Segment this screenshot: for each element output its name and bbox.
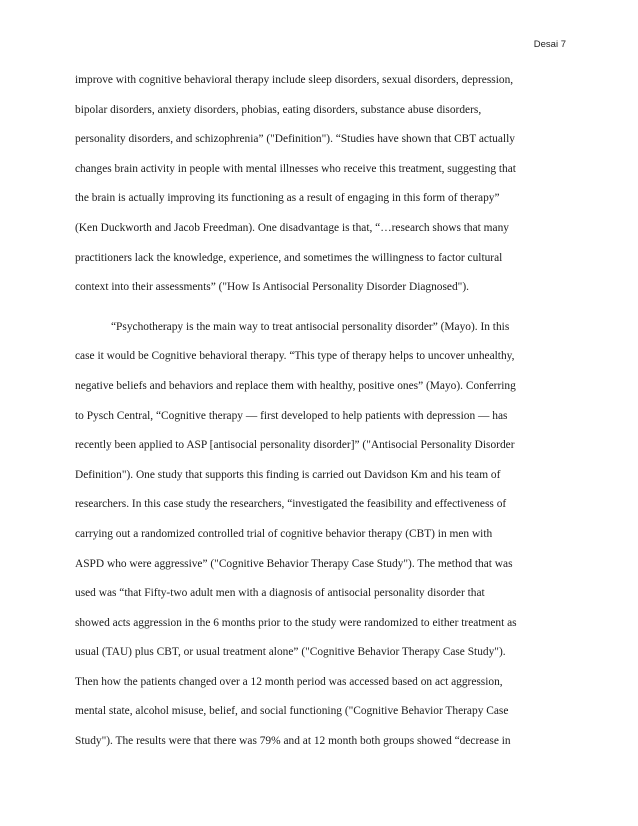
text-line: improve with cognitive behavioral therapy include sleep disorders, sexual disorders, depression, — [75, 74, 514, 86]
text-line: researchers. In this case study the researchers, “investigated the feasibility and effectiveness of — [75, 498, 507, 511]
text-line: practitioners lack the knowledge, experience, and sometimes the willingness to factor cultural — [75, 251, 503, 264]
text-line: context into their assessments” ("How Is Antisocial Personality Disorder Diagnosed"). — [75, 281, 469, 294]
text-line: ASPD who were aggressive” ("Cognitive Behavior Therapy Case Study"). The method that was — [75, 557, 513, 570]
document-body — [75, 66, 563, 757]
text-line: Study"). The results were that there was 79% and at 12 month both groups showed “decrease in — [75, 735, 511, 748]
text-line: usual (TAU) plus CBT, or usual treatment alone” ("Cognitive Behavior Therapy Case Study"). — [75, 646, 506, 659]
text-line: “Psychotherapy is the main way to treat antisocial personality disorder” (Mayo). In this — [111, 320, 510, 333]
text-line: changes brain activity in people with mental illnesses who receive this treatment, suggesting that — [75, 162, 516, 175]
running-head: Desai 7 — [533, 39, 566, 50]
text-line: recently been applied to ASP [antisocial personality disorder]” ("Antisocial Personality Disorder — [75, 439, 515, 452]
text-line: (Ken Duckworth and Jacob Freedman). One disadvantage is that, “…research shows that many — [75, 221, 509, 234]
text-line: Definition"). One study that supports this finding is carried out Davidson Km and his team of — [75, 468, 501, 481]
text-line: negative beliefs and behaviors and replace them with healthy, positive ones” (Mayo). Conferring — [75, 379, 516, 392]
text-line: the brain is actually improving its functioning as a result of engaging in this form of therapy” — [75, 192, 500, 205]
text-line: used was “that Fifty-two adult men with a diagnosis of antisocial personality disorder that — [75, 587, 485, 600]
text-line: showed acts aggression in the 6 months prior to the study were randomized to either treatment as — [75, 616, 517, 629]
text-line: to Pysch Central, “Cognitive therapy — first developed to help patients with depression — has — [75, 409, 508, 422]
paragraph-2 — [75, 313, 563, 757]
text-line: Then how the patients changed over a 12 month period was accessed based on act aggression, — [75, 675, 503, 688]
text-line: mental state, alcohol misuse, belief, and social functioning ("Cognitive Behavior Therapy Case — [75, 705, 509, 718]
text-line: case it would be Cognitive behavioral therapy. “This type of therapy helps to uncover unhealthy, — [75, 350, 515, 363]
text-line: personality disorders, and schizophrenia” ("Definition"). “Studies have shown that CBT actually — [75, 133, 515, 146]
paragraph-1 — [75, 66, 563, 303]
text-line: bipolar disorders, anxiety disorders, phobias, eating disorders, substance abuse disorders, — [75, 103, 482, 116]
paragraph-gap — [75, 303, 563, 313]
text-line: carrying out a randomized controlled trial of cognitive behavior therapy (CBT) in men with — [75, 527, 493, 540]
